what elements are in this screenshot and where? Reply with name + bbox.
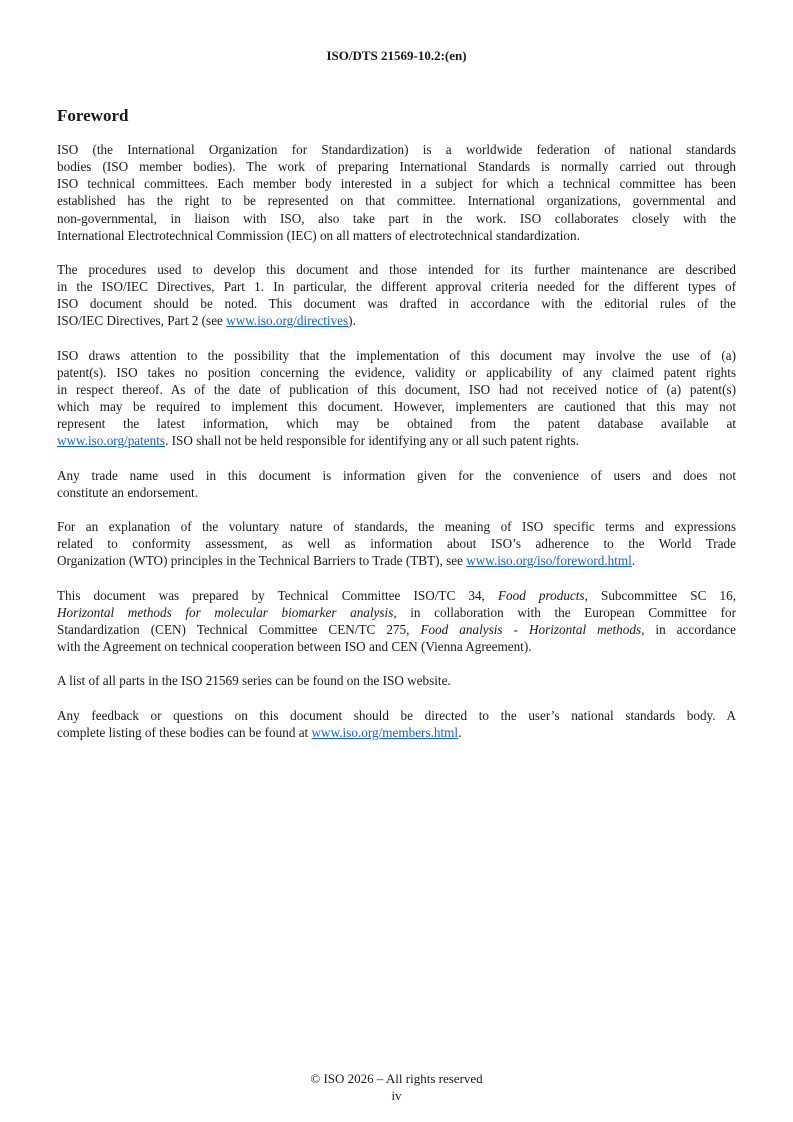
text-run: Standardization (CEN) Technical Committee CEN/TC 275,: [57, 621, 421, 637]
paragraph: [57, 518, 736, 569]
text-line: [57, 312, 736, 329]
hyperlink[interactable]: www.iso.org/directives: [226, 313, 349, 329]
hyperlink[interactable]: www.iso.org/members.html: [311, 724, 459, 740]
text-line: [57, 604, 736, 621]
italic-text: Horizontal methods for molecular biomarker analysis: [57, 604, 394, 620]
text-run: Any trade name used in this document is information given for the convenience of users and does not: [57, 467, 736, 483]
hyperlink[interactable]: www.iso.org/iso/foreword.html: [466, 553, 632, 569]
text-run: represent the latest information, which may be obtained from the patent database available at: [57, 416, 736, 432]
text-line: [57, 484, 736, 501]
page-footer: [0, 1070, 793, 1104]
text-line: [57, 398, 736, 415]
text-line: [57, 724, 736, 741]
paragraph: [57, 707, 736, 741]
paragraph: [57, 141, 736, 244]
text-run: ).: [348, 313, 356, 329]
hyperlink[interactable]: www.iso.org/patents: [57, 433, 166, 449]
paragraph: [57, 347, 736, 450]
text-line: [57, 552, 736, 569]
text-run: , in accordance: [641, 621, 736, 637]
text-run: ISO/IEC Directives, Part 2 (see: [57, 313, 227, 329]
text-run: with the Agreement on technical cooperation between ISO and CEN (Vienna Agreement).: [57, 639, 532, 655]
text-line: [57, 415, 736, 432]
paragraph: [57, 261, 736, 330]
italic-text: Food analysis - Horizontal methods: [420, 621, 642, 637]
text-line: [57, 141, 736, 158]
text-run: ISO (the International Organization for Standardization) is a worldwide federation of national standards: [57, 142, 736, 157]
text-line: [57, 158, 736, 175]
section-title: Foreword: [57, 106, 129, 125]
text-run: bodies (ISO member bodies). The work of preparing International Standards is normally carried out through: [57, 159, 736, 175]
text-run: which may be required to implement this document. However, implementers are cautioned that this may not: [57, 399, 736, 415]
document-header: ISO/DTS 21569-10.2:(en): [326, 48, 467, 63]
text-run: The procedures used to develop this document and those intended for its further maintenance are described: [57, 261, 736, 277]
text-run: in respect thereof. As of the date of publication of this document, ISO had not received notice of (a) patent(s): [57, 381, 736, 397]
text-line: [57, 227, 736, 244]
text-line: [57, 210, 736, 227]
text-line: [57, 295, 736, 312]
text-run: complete listing of these bodies can be found at: [57, 724, 312, 740]
italic-text: Food products: [497, 587, 585, 603]
text-line: [57, 672, 736, 689]
text-run: .: [631, 553, 636, 569]
text-run: For an explanation of the voluntary nature of standards, the meaning of ISO specific terms and expressions: [57, 519, 736, 535]
text-line: [57, 707, 736, 724]
text-run: .: [458, 724, 462, 740]
text-run: non-governmental, in liaison with ISO, also take part in the work. ISO collaborates closely with the: [57, 210, 736, 226]
text-run: related to conformity assessment, as well as information about ISO’s adherence to the World Trade: [57, 536, 736, 552]
text-line: [57, 347, 736, 364]
text-line: [57, 432, 736, 449]
text-run: , Subcommittee SC 16,: [584, 587, 737, 603]
text-line: [57, 381, 736, 398]
text-run: International Electrotechnical Commission (IEC) on all matters of electrotechnical standardization.: [57, 227, 580, 243]
text-line: [57, 278, 736, 295]
text-line: [57, 587, 736, 604]
text-run: ISO draws attention to the possibility that the implementation of this document may involve the use of (a): [57, 347, 736, 363]
copyright-notice: © ISO 2026 – All rights reserved: [310, 1071, 483, 1086]
text-run: , in collaboration with the European Committee for: [393, 604, 736, 620]
text-run: This document was prepared by Technical Committee ISO/TC 34,: [57, 587, 498, 603]
text-line: [57, 621, 736, 638]
text-run: A list of all parts in the ISO 21569 series can be found on the ISO website.: [57, 673, 451, 689]
foreword-body: [57, 141, 736, 758]
text-run: ISO technical committees. Each member body interested in a subject for which a technical committee has been: [57, 176, 736, 192]
text-line: [57, 364, 736, 381]
text-line: [57, 467, 736, 484]
text-line: [57, 518, 736, 535]
text-run: . ISO shall not be held responsible for identifying any or all such patent rights.: [165, 433, 579, 449]
paragraph: [57, 467, 736, 501]
paragraph: [57, 672, 736, 689]
text-line: [57, 192, 736, 209]
text-line: [57, 638, 736, 655]
text-run: in the ISO/IEC Directives, Part 1. In particular, the different approval criteria needed for the different types of: [57, 279, 736, 295]
text-run: Any feedback or questions on this document should be directed to the user’s national standards body. A: [57, 707, 736, 723]
text-run: established has the right to be represented on that committee. International organizations, governmental and: [57, 193, 736, 209]
page-number: iv: [391, 1088, 402, 1103]
paragraph: [57, 587, 736, 656]
text-run: Organization (WTO) principles in the Technical Barriers to Trade (TBT), see: [57, 553, 467, 569]
text-run: ISO document should be noted. This document was drafted in accordance with the editorial rules of the: [57, 296, 736, 312]
text-line: [57, 535, 736, 552]
text-line: [57, 261, 736, 278]
text-line: [57, 175, 736, 192]
text-run: constitute an endorsement.: [57, 484, 198, 500]
text-run: patent(s). ISO takes no position concerning the evidence, validity or applicability of any claimed patent rights: [57, 364, 736, 380]
